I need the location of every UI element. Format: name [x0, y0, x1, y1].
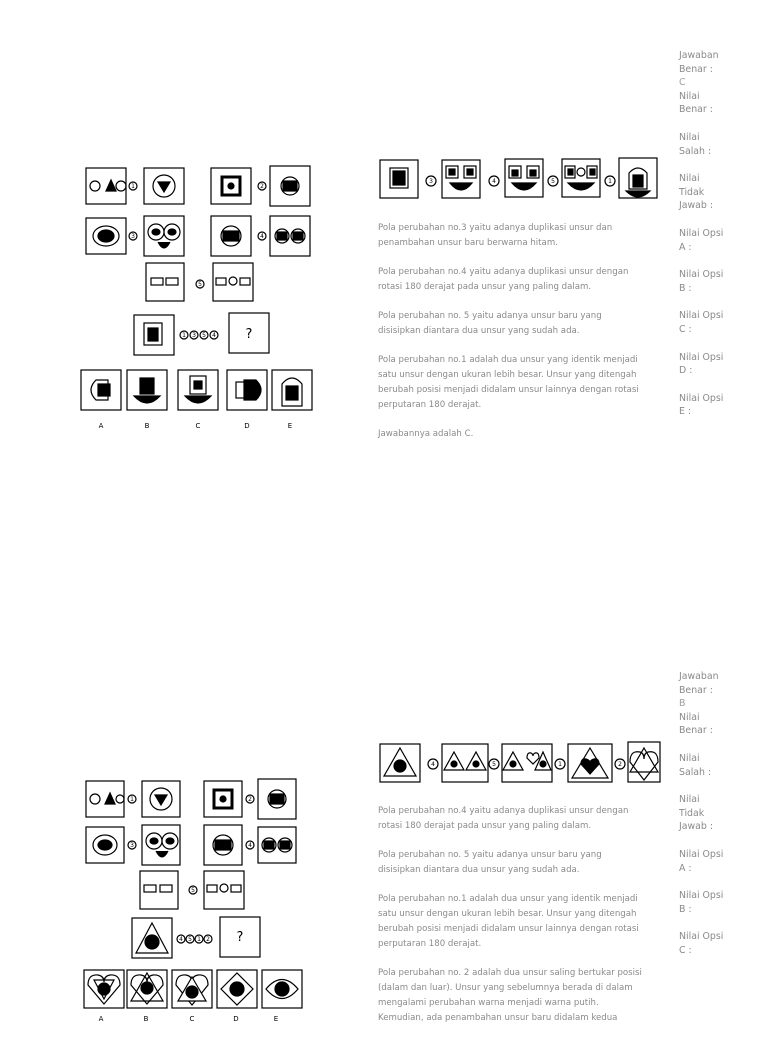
score-opsi-d: Nilai Opsi D :	[679, 351, 724, 377]
svg-text:1: 1	[608, 178, 612, 185]
explanation-paragraph: Pola perubahan no.4 yaitu adanya duplikasi unsur dengan rotasi 180 derajat pada unsur yang paling dalam.	[378, 267, 629, 292]
svg-text:2: 2	[618, 761, 622, 768]
score-column	[679, 49, 727, 433]
score-nilai-tidak-jawab: Nilai Tidak Jawab :	[679, 794, 714, 833]
option-label-e: E	[287, 422, 293, 430]
question-mark: ?	[236, 930, 244, 945]
svg-text:3: 3	[130, 842, 134, 849]
score-column	[679, 670, 727, 972]
answer-label: Jawaban Benar :	[679, 50, 719, 75]
option-label-a: A	[98, 422, 104, 430]
score-opsi-b: Nilai Opsi B :	[679, 890, 724, 915]
explanation-paragraph: Pola perubahan no.1 adalah dua unsur yang identik menjadi satu unsur dengan ukuran lebih besar. Unsur yang ditengah berubah posisi menjadi didalam unsur lainnya dengan rotasi perputaran 180 derajat.	[378, 355, 639, 410]
svg-text:4: 4	[248, 842, 252, 849]
answer-label: Jawaban Benar :	[679, 671, 719, 696]
score-nilai-salah: Nilai Salah :	[679, 131, 712, 157]
svg-text:1: 1	[197, 936, 201, 943]
score-nilai-salah: Nilai Salah :	[679, 752, 712, 778]
question-block-2	[0, 620, 768, 1024]
explanation-paragraph: Pola perubahan no. 5 yaitu adanya unsur baru yang disisipkan diantara dua unsur yang sudah ada.	[378, 850, 602, 875]
svg-text:1: 1	[182, 332, 186, 339]
svg-text:5: 5	[191, 887, 195, 894]
svg-text:5: 5	[202, 332, 206, 339]
step-label: 3	[131, 233, 135, 240]
svg-text:3: 3	[192, 332, 196, 339]
svg-text:2: 2	[248, 796, 252, 803]
explanation-paragraph: Pola perubahan no.1 adalah dua unsur yang identik menjadi satu unsur dengan ukuran lebih besar. Unsur yang ditengah berubah posisi menjadi didalam unsur lainnya dengan rotasi perputaran 180 derajat.	[378, 894, 639, 949]
svg-text:4: 4	[179, 936, 183, 943]
score-opsi-a: Nilai Opsi A :	[679, 848, 724, 874]
option-label-c: C	[195, 422, 201, 430]
explanation	[378, 221, 646, 456]
step-label: 4	[260, 233, 264, 240]
score-nilai-benar: Nilai Benar :	[679, 711, 713, 737]
puzzle-figure	[76, 775, 326, 1024]
score-nilai-benar: Nilai Benar :	[679, 90, 713, 116]
solution-figure	[378, 740, 662, 784]
svg-text:4: 4	[492, 178, 496, 185]
score-opsi-e: Nilai Opsi E :	[679, 392, 724, 418]
svg-text:4: 4	[212, 332, 216, 339]
explanation-paragraph: Pola perubahan no.3 yaitu adanya duplikasi unsur dan penambahan unsur baru berwarna hitam.	[378, 223, 613, 248]
answer-value: B	[679, 698, 686, 710]
svg-text:B: B	[143, 1015, 149, 1023]
svg-text:5: 5	[188, 936, 192, 943]
question-mark: ?	[245, 327, 253, 342]
answer-value: C	[679, 77, 686, 89]
svg-text:3: 3	[429, 178, 433, 185]
explanation-paragraph: Pola perubahan no. 5 yaitu adanya unsur baru yang disisipkan diantara dua unsur yang sudah ada.	[378, 311, 602, 336]
step-label: 5	[198, 281, 202, 288]
svg-text:5: 5	[492, 761, 496, 768]
solution-figure	[378, 155, 660, 203]
svg-text:1: 1	[558, 761, 562, 768]
step-label: 1	[131, 183, 135, 190]
score-opsi-a: Nilai Opsi A :	[679, 227, 724, 253]
svg-text:4: 4	[431, 761, 435, 768]
option-label-b: B	[144, 422, 150, 430]
puzzle-figure	[76, 160, 326, 435]
svg-text:2: 2	[206, 936, 210, 943]
svg-text:E: E	[273, 1015, 279, 1023]
explanation-paragraph: Pola perubahan no. 2 adalah dua unsur saling bertukar posisi (dalam dan luar). Unsur yang sebelumnya berada di dalam mengalami perubahan warna menjadi warna putih. Kemudian, ada penambahan unsur baru didalam kedua	[378, 968, 642, 1023]
svg-text:D: D	[233, 1015, 239, 1023]
option-label-d: D	[244, 422, 250, 430]
explanation	[378, 804, 646, 1040]
score-nilai-tidak-jawab: Nilai Tidak Jawab :	[679, 173, 714, 212]
svg-text:C: C	[189, 1015, 195, 1023]
explanation-conclusion: Jawabannya adalah C.	[378, 429, 474, 439]
score-opsi-b: Nilai Opsi B :	[679, 269, 724, 294]
svg-text:1: 1	[130, 796, 134, 803]
explanation-paragraph: Pola perubahan no.4 yaitu adanya duplikasi unsur dengan rotasi 180 derajat pada unsur yang paling dalam.	[378, 806, 629, 831]
score-opsi-c: Nilai Opsi C :	[679, 931, 724, 956]
step-label: 2	[260, 183, 264, 190]
svg-text:5: 5	[551, 178, 555, 185]
svg-text:A: A	[98, 1015, 104, 1023]
score-opsi-c: Nilai Opsi C :	[679, 310, 724, 335]
